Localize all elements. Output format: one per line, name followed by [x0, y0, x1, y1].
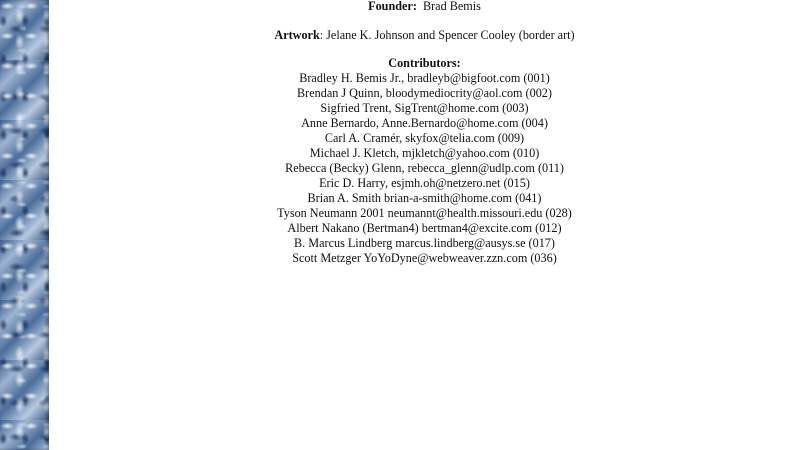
- contributor-entry: Carl A. Cramér, skyfox@telia.com (009): [324, 131, 525, 145]
- contributor-entry: Sigfried Trent, SigTrent@home.com (003): [320, 101, 529, 115]
- founder-label: Founder:: [368, 0, 417, 13]
- founder-name: Brad Bemis: [422, 0, 481, 13]
- contributor-entry: Tyson Neumann 2001 neumannt@health.missouri.edu (028): [277, 206, 572, 220]
- artwork-line: [49, 28, 800, 43]
- contributors-heading: Contributors:: [388, 56, 461, 70]
- contributor-entry: Anne Bernardo, Anne.Bernardo@home.com (004): [301, 116, 548, 130]
- contributor-entry: B. Marcus Lindberg marcus.lindberg@ausys.se (017): [294, 236, 555, 250]
- contributor-entry: Michael J. Kletch, mjkletch@yahoo.com (010): [309, 146, 540, 160]
- contributor-entry: Albert Nakano (Bertman4) bertman4@excite.com (012): [287, 221, 562, 235]
- credits-section: [49, 0, 800, 450]
- contributor-entry: Scott Metzger YoYoDyne@webweaver.zzn.com (036): [292, 251, 557, 265]
- contributor-entry: Brendan J Quinn, bloodymediocrity@aol.com (002): [297, 86, 552, 100]
- artwork-credit: : Jelane K. Johnson and Spencer Cooley (border art): [319, 28, 575, 42]
- contributor-entry: Rebecca (Becky) Glenn, rebecca_glenn@udlp.com (011): [285, 161, 564, 175]
- contributor-entry: Brian A. Smith brian-a-smith@home.com (041): [307, 191, 542, 205]
- contributor-entry: Bradley H. Bemis Jr., bradleyb@bigfoot.com (001): [299, 71, 550, 85]
- contributor-entry: Eric D. Harry, esjmh.oh@netzero.net (015): [319, 176, 530, 190]
- founder-line: [49, 0, 800, 14]
- artwork-label: Artwork: [274, 28, 320, 42]
- decorative-border: [0, 0, 49, 450]
